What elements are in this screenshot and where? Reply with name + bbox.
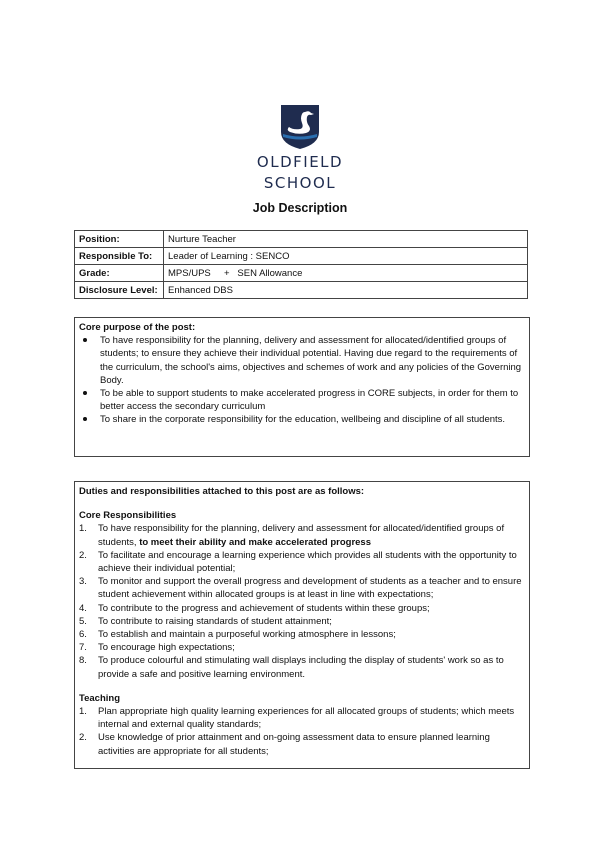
core-responsibilities-list <box>79 522 525 680</box>
table-row <box>75 265 528 282</box>
swan-crest-icon <box>280 104 320 150</box>
list-item: 6. To establish and maintain a purposeful working atmosphere in lessons; <box>79 629 396 641</box>
list-item: 4. To contribute to the progress and achievement of students within these groups; <box>79 602 430 614</box>
table-row <box>75 282 528 299</box>
info-value: Enhanced DBS <box>164 282 528 299</box>
duties-section <box>74 481 530 769</box>
info-value: MPS/UPS + SEN Allowance <box>164 265 528 282</box>
table-row <box>75 248 528 265</box>
job-info-table <box>74 230 528 299</box>
core-purpose-list <box>79 334 525 426</box>
core-purpose-section <box>74 317 530 457</box>
list-item: 8. To produce colourful and stimulating wall displays including the display of students' work so as to provide a safe and positive learning environment. <box>79 655 504 680</box>
list-item: 2. Use knowledge of prior attainment and on-going assessment data to ensure planned learning activities are appropriate for all students; <box>79 732 490 757</box>
section-heading: Duties and responsibilities attached to this post are as follows: <box>79 486 365 497</box>
subsection-heading: Core Responsibilities <box>79 510 177 522</box>
list-item: 2. To facilitate and encourage a learning experience which provides all students with the opportunity to achieve their individual potential; <box>79 549 517 575</box>
subsection-heading: Teaching <box>79 692 120 704</box>
info-label: Position: <box>75 231 164 248</box>
info-value: Nurture Teacher <box>164 231 528 248</box>
info-label: Grade: <box>75 265 164 282</box>
teaching-list <box>79 705 525 758</box>
list-item: To have responsibility for the planning, delivery and assessment for allocated/identified groups of students; to ensure they achieve their individual potential. Having due regard to the requirements of the curriculum, the school's aims, objectives and schemes of work and any policies of the Governing Body. <box>79 334 525 387</box>
info-label: Responsible To: <box>75 248 164 265</box>
info-label: Disclosure Level: <box>75 282 164 299</box>
school-name-line1: OLDFIELD <box>256 153 344 171</box>
list-item: 3. To monitor and support the overall progress and development of students as a teacher and to ensure student achievement within allocated groups is at least in line with expectations; <box>79 576 522 601</box>
list-item: 1. To have responsibility for the planning, delivery and assessment for allocated/identified groups of students, to meet their ability and make accelerated progress <box>79 523 505 548</box>
list-item: To be able to support students to make accelerated progress in CORE subjects, in order for them to better access the secondary curriculum <box>79 387 525 413</box>
list-item: To share in the corporate responsibility for the education, wellbeing and discipline of all students. <box>79 413 525 426</box>
section-heading: Core purpose of the post: <box>79 322 196 333</box>
info-value: Leader of Learning : SENCO <box>164 248 528 265</box>
school-name-line2: SCHOOL <box>263 174 337 192</box>
page-title: Job Description <box>252 201 348 215</box>
list-item: 7. To encourage high expectations; <box>79 642 235 654</box>
table-row <box>75 231 528 248</box>
school-logo <box>0 104 600 192</box>
list-item: 5. To contribute to raising standards of student attainment; <box>79 615 332 627</box>
list-item: 1. Plan appropriate high quality learning experiences for all allocated groups of students; which meets internal and external quality standards; <box>79 706 515 731</box>
